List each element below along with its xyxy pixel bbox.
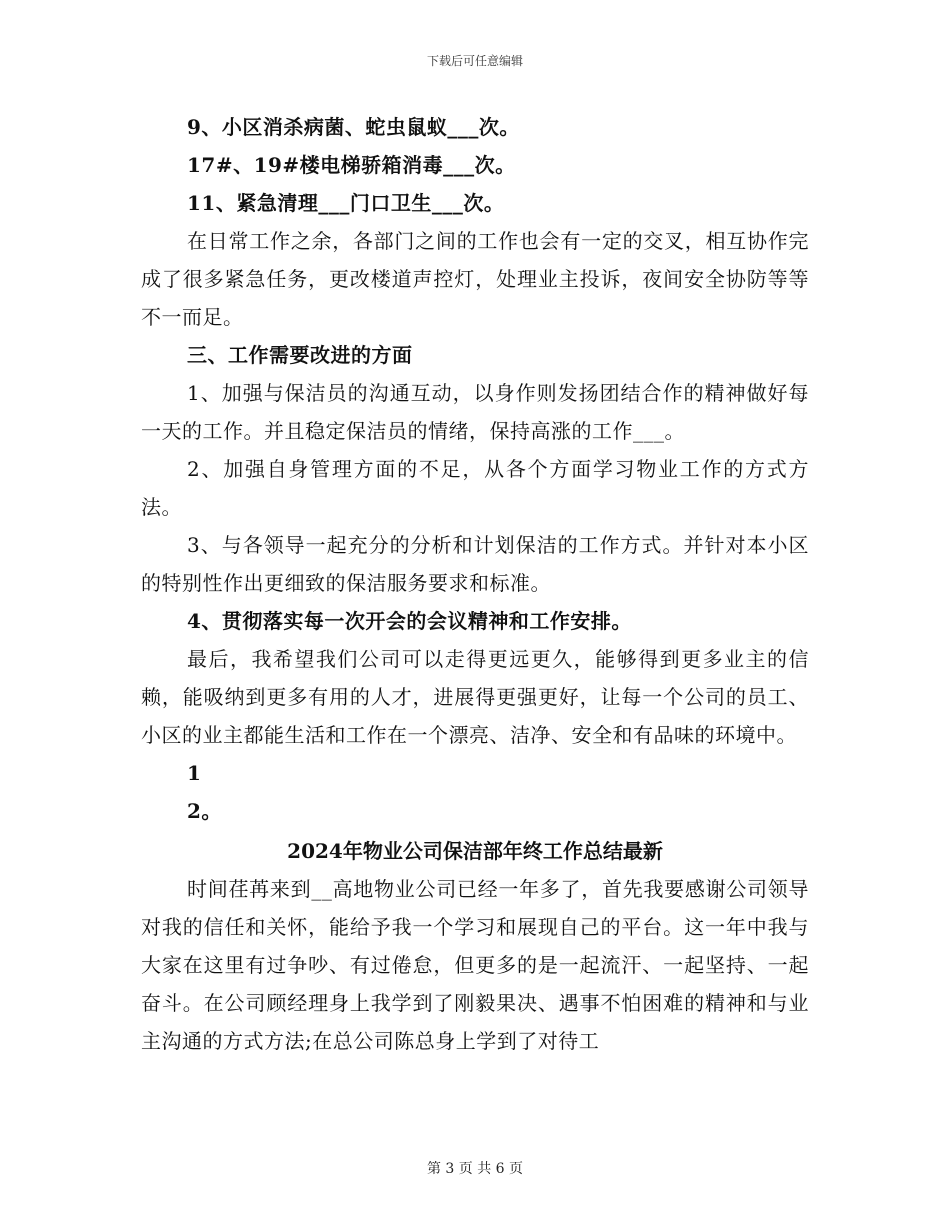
- page-header-note: 下载后可任意编辑: [426, 54, 523, 68]
- paragraph: 在日常工作之余，各部门之间的工作也会有一定的交叉，相互协作完成了很多紧急任务，更改楼道声控灯，处理业主投诉，夜间安全协防等等不一而足。: [141, 229, 809, 329]
- paragraph: 3、与各领导一起充分的分析和计划保洁的工作方式。并针对本小区的特别性作出更细致的保洁服务要求和标准。: [141, 533, 809, 595]
- paragraph: 11、紧急清理___门口卫生___次。: [187, 191, 505, 215]
- section-heading: 三、工作需要改进的方面: [187, 343, 413, 367]
- paragraph: 9、小区消杀病菌、蛇虫鼠蚁___次。: [187, 115, 520, 139]
- document-title: 2024年物业公司保洁部年终工作总结最新: [287, 839, 663, 863]
- paragraph: 时间荏苒来到__高地物业公司已经一年多了，首先我要感谢公司领导对我的信任和关怀，能给予我一个学习和展现自己的平台。这一年中我与大家在这里有过争吵、有过倦怠，但更多的是一起流汗、一起坚持、一起奋斗。在公司顾经理身上我学到了刚毅果决、遇事不怕困难的精神和与业主沟通的方式方法;在总公司陈总身上学到了对待工: [141, 877, 809, 1053]
- paragraph: 4、贯彻落实每一次开会的会议精神和工作安排。: [187, 609, 632, 633]
- paragraph: 1: [187, 761, 202, 785]
- page-number-footer: 第 3 页 共 6 页: [426, 1161, 524, 1177]
- paragraph: 最后，我希望我们公司可以走得更远更久，能够得到更多业主的信赖，能吸纳到更多有用的人才，进展得更强更好，让每一个公司的员工、小区的业主都能生活和工作在一个漂亮、洁净、安全和有品味的环境中。: [141, 647, 809, 747]
- paragraph: 2。: [187, 799, 222, 823]
- paragraph: 2、加强自身管理方面的不足，从各个方面学习物业工作的方式方法。: [141, 457, 809, 519]
- paragraph: 17#、19#楼电梯骄箱消毒___次。: [187, 153, 516, 177]
- document-body: [141, 108, 809, 1060]
- paragraph: 1、加强与保洁员的沟通互动，以身作则发扬团结合作的精神做好每一天的工作。并且稳定保洁员的情绪，保持高涨的工作___。: [141, 381, 809, 443]
